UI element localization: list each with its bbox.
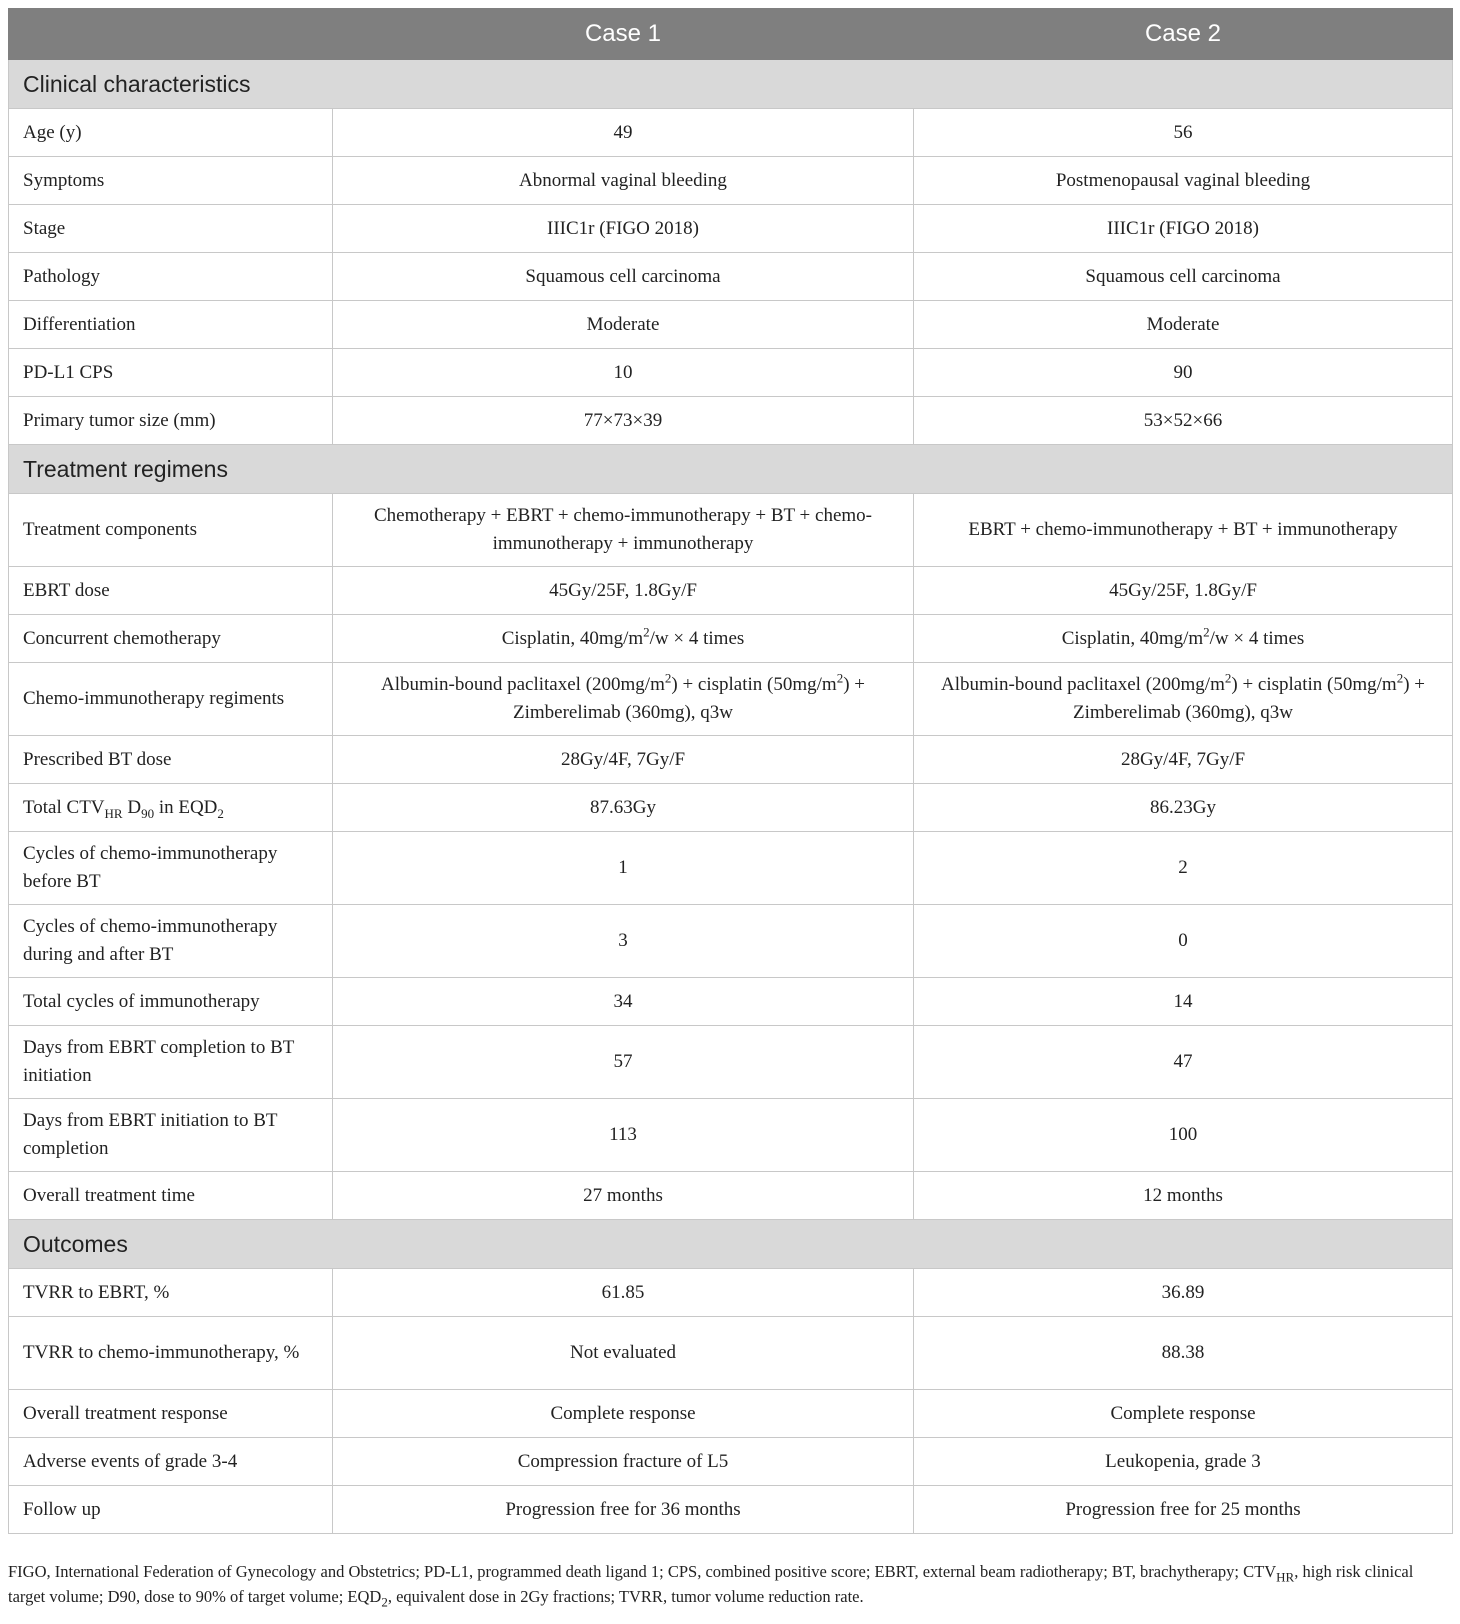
value-text: /w × 4 times [1209,627,1305,649]
subscript: 2 [217,805,224,821]
label-text: D [122,796,142,818]
table-header-row [9,9,1453,60]
case-1-value: IIIC1r (FIGO 2018) [333,205,914,253]
value-text: ) + Zimberelimab (360mg), q3w [1072,674,1426,723]
row-label: Follow up [9,1486,333,1534]
case-1-value: Abnormal vaginal bleeding [333,157,914,205]
row-label: Primary tumor size (mm) [9,397,333,445]
case-2-value: Complete response [914,1390,1453,1438]
table-row-total-ctv [9,784,1453,832]
table-row-symptoms [9,157,1453,205]
case-1-value: 87.63Gy [333,784,914,832]
case-1-value: 27 months [333,1172,914,1220]
case-1-value [333,615,914,663]
row-label: Overall treatment time [9,1172,333,1220]
table-row-prescribed-bt-dose [9,736,1453,784]
row-label: Cycles of chemo-immunotherapy during and after BT [9,905,333,978]
section-row-clinical [9,60,1453,109]
value-text: Cisplatin, 40mg/m [1061,627,1204,649]
case-2-value: 88.38 [914,1317,1453,1390]
value-text: Albumin-bound paclitaxel (200mg/m [380,674,665,695]
row-label: TVRR to EBRT, % [9,1269,333,1317]
table-row-concurrent-chemotherapy [9,615,1453,663]
footnote-text: FIGO, International Federation of Gynecology and Obstetrics; PD-L1, programmed death ligand 1; CPS, combined positive score; EBRT, external beam radiotherapy; BT, brachytherapy; CTV [8,1562,1277,1581]
row-label: Days from EBRT completion to BT initiation [9,1026,333,1099]
superscript: 2 [664,670,672,686]
section-row-outcomes [9,1220,1453,1269]
table-row-adverse-events [9,1438,1453,1486]
case-2-value: 28Gy/4F, 7Gy/F [914,736,1453,784]
footnote-text: , equivalent dose in 2Gy fractions; TVRR, tumor volume reduction rate. [387,1587,864,1606]
case-2-value: EBRT + chemo-immunotherapy + BT + immunotherapy [914,494,1453,567]
superscript: 2 [836,670,844,686]
label-text: in EQD [154,796,218,818]
row-label: Cycles of chemo-immunotherapy before BT [9,832,333,905]
case-1-value: 34 [333,978,914,1026]
table-row-pdl1-cps [9,349,1453,397]
value-text: Albumin-bound paclitaxel (200mg/m [940,674,1225,695]
table-row-tvrr-ebrt [9,1269,1453,1317]
table-row-treatment-components [9,494,1453,567]
row-label: Pathology [9,253,333,301]
subscript: HR [1276,1569,1295,1585]
row-label [9,784,333,832]
section-title-outcomes: Outcomes [9,1220,1453,1269]
case-2-value: Moderate [914,301,1453,349]
row-label: Stage [9,205,333,253]
table-row-overall-treatment-time [9,1172,1453,1220]
row-label: Total cycles of immunotherapy [9,978,333,1026]
value-text: ) + cisplatin (50mg/m [671,674,837,695]
row-label: TVRR to chemo-immunotherapy, % [9,1317,333,1390]
header-case-2: Case 2 [914,9,1453,60]
case-2-value: Postmenopausal vaginal bleeding [914,157,1453,205]
case-1-value: 61.85 [333,1269,914,1317]
superscript: 2 [643,624,650,640]
case-2-value: 56 [914,109,1453,157]
case-1-value: Not evaluated [333,1317,914,1390]
row-label: Days from EBRT initiation to BT completion [9,1099,333,1172]
case-2-value: IIIC1r (FIGO 2018) [914,205,1453,253]
case-1-value: 49 [333,109,914,157]
case-2-value: 0 [914,905,1453,978]
superscript: 2 [1224,670,1232,686]
subscript: 2 [381,1594,388,1610]
case-1-value: Complete response [333,1390,914,1438]
case-2-value: 86.23Gy [914,784,1453,832]
table-row-stage [9,205,1453,253]
table-row-tvrr-chemo-immunotherapy [9,1317,1453,1390]
case-2-value: 12 months [914,1172,1453,1220]
table-footnote [8,1559,1452,1609]
row-label: Chemo-immunotherapy regiments [9,663,333,736]
case-1-value: Progression free for 36 months [333,1486,914,1534]
subscript: HR [104,805,123,821]
case-2-value: Squamous cell carcinoma [914,253,1453,301]
case-1-value: Moderate [333,301,914,349]
table-row-days-ebrt-completion [9,1026,1453,1099]
row-label: Treatment components [9,494,333,567]
row-label: Age (y) [9,109,333,157]
case-2-value: 100 [914,1099,1453,1172]
case-2-value: 45Gy/25F, 1.8Gy/F [914,567,1453,615]
table-row-ebrt-dose [9,567,1453,615]
table-row-differentiation [9,301,1453,349]
case-2-value: 47 [914,1026,1453,1099]
row-label: Adverse events of grade 3-4 [9,1438,333,1486]
table-row-cycles-during-after-bt [9,905,1453,978]
case-1-value: Chemotherapy + EBRT + chemo-immunotherapy + BT + chemo-immunotherapy + immunotherapy [333,494,914,567]
case-1-value: 28Gy/4F, 7Gy/F [333,736,914,784]
case-2-value: Leukopenia, grade 3 [914,1438,1453,1486]
superscript: 2 [1396,670,1404,686]
case-2-value: 2 [914,832,1453,905]
row-label: Differentiation [9,301,333,349]
label-text: Total CTV [23,796,105,818]
header-case-1: Case 1 [333,9,914,60]
row-label: EBRT dose [9,567,333,615]
table-row-pathology [9,253,1453,301]
superscript: 2 [1203,624,1210,640]
table-row-follow-up [9,1486,1453,1534]
case-2-value: 90 [914,349,1453,397]
case-2-value [914,663,1453,736]
row-label: Symptoms [9,157,333,205]
case-1-value [333,663,914,736]
table-row-cycles-before-bt [9,832,1453,905]
row-label: PD-L1 CPS [9,349,333,397]
case-1-value: 113 [333,1099,914,1172]
section-row-treatment [9,445,1453,494]
table-row-total-cycles [9,978,1453,1026]
table-row-tumor-size [9,397,1453,445]
case-2-value: 36.89 [914,1269,1453,1317]
value-text: ) + cisplatin (50mg/m [1231,674,1397,695]
footnote-text: , high risk clinical target volume; D90, dose to 90% of target volume; EQD [8,1562,1414,1606]
case-2-value [914,615,1453,663]
case-2-value: 14 [914,978,1453,1026]
case-1-value: 77×73×39 [333,397,914,445]
section-title-clinical: Clinical characteristics [9,60,1453,109]
case-1-value: Compression fracture of L5 [333,1438,914,1486]
value-text: ) + Zimberelimab (360mg), q3w [512,674,866,723]
case-1-value: 57 [333,1026,914,1099]
row-label: Prescribed BT dose [9,736,333,784]
case-2-value: Progression free for 25 months [914,1486,1453,1534]
case-comparison-table [8,8,1453,1534]
table-row-age [9,109,1453,157]
case-1-value: 1 [333,832,914,905]
table-row-days-ebrt-initiation [9,1099,1453,1172]
case-2-value: 53×52×66 [914,397,1453,445]
subscript: 90 [141,805,155,821]
case-1-value: 45Gy/25F, 1.8Gy/F [333,567,914,615]
value-text: /w × 4 times [649,627,745,649]
table-row-chemo-immunotherapy-regiments [9,663,1453,736]
table-row-overall-response [9,1390,1453,1438]
value-text: Cisplatin, 40mg/m [501,627,644,649]
case-1-value: 10 [333,349,914,397]
case-1-value: Squamous cell carcinoma [333,253,914,301]
header-blank-cell [9,9,333,60]
section-title-treatment: Treatment regimens [9,445,1453,494]
row-label: Overall treatment response [9,1390,333,1438]
case-1-value: 3 [333,905,914,978]
row-label: Concurrent chemotherapy [9,615,333,663]
